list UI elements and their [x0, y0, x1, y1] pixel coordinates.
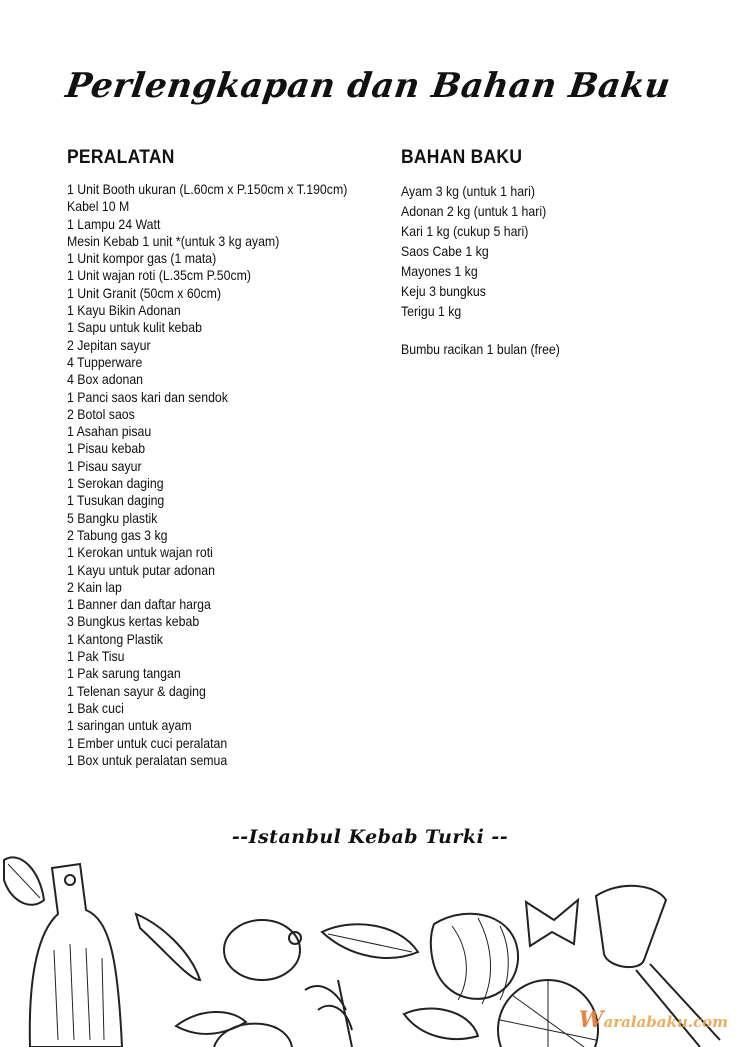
peralatan-item: 1 Kerokan untuk wajan roti — [67, 544, 213, 561]
bahan-baku-item: Kari 1 kg (cukup 5 hari) — [401, 223, 529, 239]
bahan-baku-item: Mayones 1 kg — [401, 263, 478, 279]
peralatan-item: 4 Box adonan — [67, 371, 144, 388]
bahan-baku-item: Terigu 1 kg — [401, 303, 462, 319]
herb-icon — [305, 980, 352, 1047]
peralatan-item: 1 Unit Granit (50cm x 60cm) — [67, 284, 222, 301]
peralatan-item: Mesin Kebab 1 unit *(untuk 3 kg ayam) — [67, 232, 280, 249]
peralatan-item: 1 Lampu 24 Watt — [67, 215, 161, 232]
footer-signature: --Istanbul Kebab Turki -- — [231, 826, 509, 848]
peralatan-section — [67, 147, 387, 769]
peralatan-item: 1 Sapu untuk kulit kebab — [67, 319, 202, 336]
peralatan-item: Kabel 10 M — [67, 198, 130, 215]
page-title: Perlengkapan dan Bahan Baku — [63, 66, 673, 106]
peralatan-heading: PERALATAN — [67, 147, 175, 168]
cutting-board-icon — [30, 864, 122, 1047]
peralatan-item: 1 Bak cuci — [67, 699, 124, 716]
peralatan-item: 1 saringan untuk ayam — [67, 717, 192, 734]
bahan-baku-item: Ayam 3 kg (untuk 1 hari) — [401, 183, 535, 199]
peralatan-item: 1 Kantong Plastik — [67, 630, 163, 647]
pestle-icon — [596, 886, 666, 967]
watermark-text: aralabaku.com — [603, 1013, 728, 1031]
peralatan-item: 2 Kain lap — [67, 578, 122, 595]
peralatan-item: 1 Kayu untuk putar adonan — [67, 561, 215, 578]
bahan-baku-item: Saos Cabe 1 kg — [401, 243, 489, 259]
peralatan-item: 2 Jepitan sayur — [67, 336, 151, 353]
bahan-baku-section — [401, 147, 701, 357]
peralatan-item: 1 Telenan sayur & daging — [67, 682, 206, 699]
peralatan-item: 1 Asahan pisau — [67, 423, 152, 440]
peralatan-item: 1 Unit Booth ukuran (L.60cm x P.150cm x T.190cm) — [67, 181, 348, 197]
peralatan-item: 2 Tabung gas 3 kg — [67, 526, 168, 543]
peralatan-item: 1 Serokan daging — [67, 475, 164, 492]
chili-icon — [136, 914, 200, 980]
peralatan-item: 1 Pisau kebab — [67, 440, 146, 457]
bahan-baku-heading: BAHAN BAKU — [401, 147, 523, 168]
peralatan-item: 3 Bungkus kertas kebab — [67, 613, 200, 630]
peralatan-item: 1 Banner dan daftar harga — [67, 596, 211, 613]
leaf-icon-2 — [322, 924, 418, 958]
peralatan-item: 5 Bangku plastik — [67, 509, 158, 526]
bahan-baku-item: Adonan 2 kg (untuk 1 hari) — [401, 203, 547, 219]
peralatan-item: 1 Kayu Bikin Adonan — [67, 302, 181, 319]
peralatan-item: 1 Tusukan daging — [67, 492, 165, 509]
bahan-baku-list — [401, 181, 701, 321]
peralatan-item: 1 Panci saos kari dan sendok — [67, 388, 228, 405]
pasta-bow-icon — [526, 900, 578, 946]
peralatan-list — [67, 181, 387, 769]
bumbu-note: Bumbu racikan 1 bulan (free) — [401, 341, 560, 357]
peralatan-item: 1 Pak Tisu — [67, 648, 125, 665]
watermark-logo — [579, 1007, 728, 1033]
peralatan-item: 4 Tupperware — [67, 353, 143, 370]
peralatan-item: 1 Pisau sayur — [67, 457, 142, 474]
peralatan-item: 1 Unit wajan roti (L.35cm P.50cm) — [67, 267, 251, 284]
potato-icon — [224, 920, 300, 980]
watermark-initial: W — [578, 1007, 604, 1033]
peralatan-item: 2 Botol saos — [67, 405, 135, 422]
peralatan-item: 1 Box untuk peralatan semua — [67, 751, 228, 768]
bahan-baku-item: Keju 3 bungkus — [401, 283, 486, 299]
peralatan-item: 1 Pak sarung tangan — [67, 665, 181, 682]
peralatan-item: 1 Ember untuk cuci peralatan — [67, 734, 228, 751]
peralatan-item: 1 Unit kompor gas (1 mata) — [67, 250, 217, 267]
